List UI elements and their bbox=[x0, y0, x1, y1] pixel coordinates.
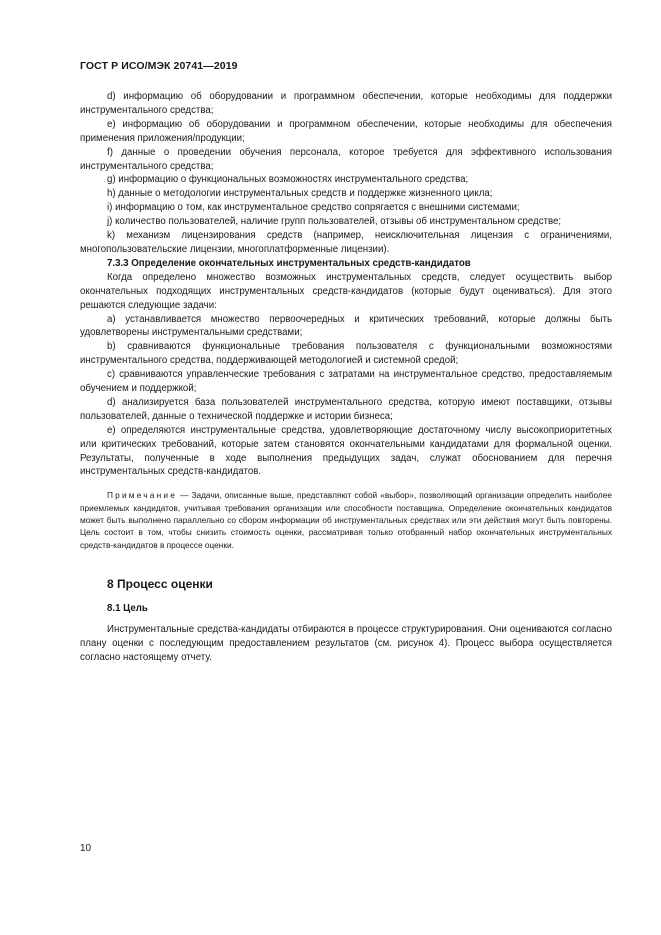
subsection-intro: Когда определено множество возможных инструментальных средств, следует осуществить выбор окончательных подходящих инструментальных средств-кандидатов (которые будут оцениваться). Для этого решаются следующие задачи: bbox=[80, 271, 612, 311]
note-label: Примечание bbox=[107, 490, 178, 501]
list-item-g: g) информацию о функциональных возможностях инструментального средства; bbox=[107, 174, 469, 186]
task-item-d: d) анализируется база пользователей инструментального средства, которую имеют поставщики, отзывы пользователей, данные о технической поддержке и истории бизнеса; bbox=[80, 396, 612, 422]
subsection-heading-7-3-3: 7.3.3 Определение окончательных инструментальных средств-кандидатов bbox=[107, 257, 471, 269]
section-8-1-paragraph: Инструментальные средства-кандидаты отбираются в процессе структурирования. Они оцениваются согласно плану оценки с последующим предоставлением результатов (см. рисунок 4). Процесс выбора осуществляется согласно настоящему отчету. bbox=[80, 623, 612, 663]
list-item-i: i) информацию о том, как инструментальное средство сопрягается с внешними системами; bbox=[107, 202, 520, 214]
note-paragraph bbox=[80, 489, 612, 550]
list-item-e: e) информацию об оборудовании и программном обеспечении, которые необходимы для обеспечения применения приложения/продукции; bbox=[80, 118, 612, 144]
list-item-f: f) данные о проведении обучения персонала, которое требуется для эффективного использования инструментального средства; bbox=[80, 146, 612, 172]
task-item-e: e) определяются инструментальные средства, удовлетворяющие достаточному числу высокоприоритетных или критических требований, которые затем становятся окончательными кандидатами для формальной оценки. Результаты, полученные в ходе выполнения предыдущих задач, служат обоснованием для перечня инструментальных средств-кандидатов. bbox=[80, 424, 612, 478]
subsection-heading-8-1: 8.1 Цель bbox=[107, 602, 148, 614]
note-text: — Задачи, описанные выше, представляют собой «выбор», позволяющий организации определить наиболее приемлемых кандидатов, учитывая требования организации или способности поставщика. Определение окончательных кандидатов может быть выполнено параллельно со сбором информации об инструментальных средствах или эти действия могут быть повторены. Цель состоит в том, чтобы снизить стоимость оценки, рассматривая только отобранный набор окончательных инструментальных средств-кандидатов в процессе оценки. bbox=[80, 490, 612, 550]
list-item-k: k) механизм лицензирования средств (например, неисключительная лицензия с ограничениями, многопользовательские лицензии, многоплатформенные лицензии). bbox=[80, 230, 612, 255]
page-number: 10 bbox=[80, 843, 92, 854]
section-heading-8: 8 Процесс оценки bbox=[107, 576, 213, 591]
list-item-j: j) количество пользователей, наличие групп пользователей, отзывы об инструментальном средстве; bbox=[107, 216, 562, 228]
task-item-a: a) устанавливается множество первоочередных и критических требований, которые должны быть удовлетворены инструментальными средствами; bbox=[80, 313, 612, 339]
task-item-b: b) сравниваются функциональные требования пользователя с функциональными возможностями инструментального средства, поддерживающей методологией и системной средой; bbox=[80, 341, 612, 367]
task-item-c: c) сравниваются управленческие требования с затратами на инструментальное средство, предоставляемым обучением и поддержкой; bbox=[80, 369, 612, 395]
list-item-d: d) информацию об оборудовании и программном обеспечении, которые необходимы для поддержки инструментального средства; bbox=[80, 91, 612, 116]
page-content bbox=[80, 90, 612, 665]
list-item-h: h) данные о методологии инструментальных средств и поддержке жизненного цикла; bbox=[107, 188, 493, 200]
document-header: ГОСТ Р ИСО/МЭК 20741—2019 bbox=[80, 60, 238, 72]
